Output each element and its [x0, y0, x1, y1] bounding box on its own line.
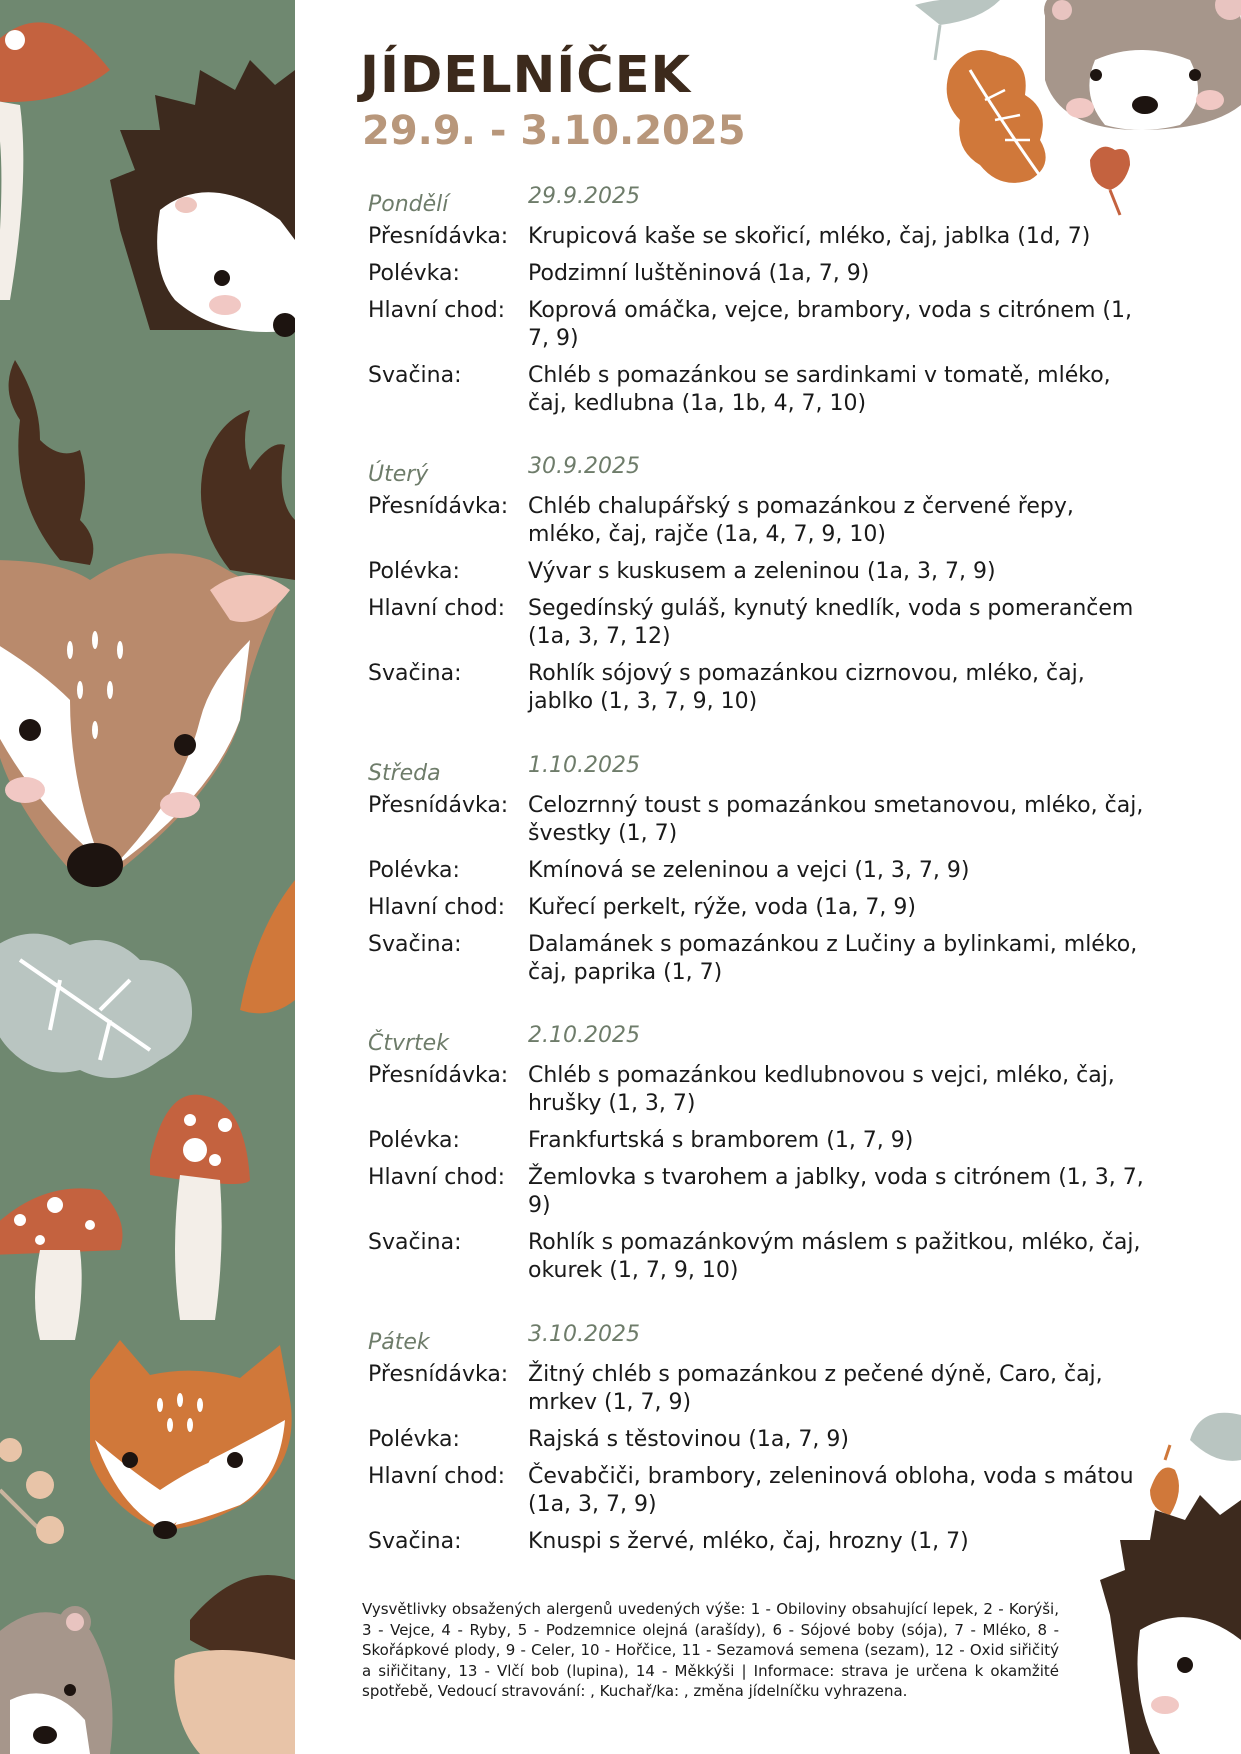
woodland-animals-illustration — [0, 0, 295, 1754]
meal-text: Chléb chalupářský s pomazánkou z červené řepy, mléko, čaj, rajče (1a, 4, 7, 9, 10) — [528, 494, 1074, 547]
meal-label: Hlavní chod: — [368, 895, 506, 920]
meal-label: Svačina: — [368, 1529, 462, 1554]
meal-row-main — [368, 894, 1168, 922]
meal-row-soup — [368, 1127, 1168, 1155]
hedgehog-icon — [110, 60, 295, 337]
meal-row-soup — [368, 857, 1168, 885]
meal-label: Polévka: — [368, 559, 460, 584]
toadstool-icon — [0, 1095, 250, 1340]
page-title: JÍDELNÍČEK — [360, 46, 692, 105]
fox-icon — [90, 1340, 292, 1539]
meal-label: Polévka: — [368, 858, 460, 883]
allergen-legend: Vysvětlivky obsažených alergenů uvedených výše: 1 - Obiloviny obsahující lepek, 2 - Korýši, 3 - Vejce, 4 - Ryby, 5 - Podzemnice olejná (arašídy), 6 - Sójové boby (sója), 7 - Mléko, 8 - Skořápkové plody, 9 - Celer, 10 - Hořčice, 11 - Sezamová semena (sezam), 12 - Oxid siřičitý a siřičitany, 13 - Vlčí bob (lupina), 14 - Měkkýši | Informace: strava je určena k okamžité spotřebě, Vedoucí stravování: , Kuchař/ka: , změna jídelníčku vyhrazena. — [362, 1600, 1059, 1700]
bear-icon — [0, 1606, 113, 1754]
meal-label: Svačina: — [368, 932, 462, 957]
meal-text: Rohlík sójový s pomazánkou cizrnovou, mléko, čaj, jablko (1, 3, 7, 9, 10) — [528, 661, 1085, 714]
leaf-icon — [240, 880, 295, 1013]
acorn-icon — [174, 1575, 295, 1754]
meal-row-soup — [368, 1426, 1168, 1454]
day-date: 30.9.2025 — [528, 454, 640, 479]
day-date: 2.10.2025 — [528, 1023, 640, 1048]
meal-label: Hlavní chod: — [368, 1464, 506, 1489]
day-name: Úterý — [368, 462, 429, 487]
day-block-thursday — [368, 1023, 1168, 1285]
date-range: 29.9. - 3.10.2025 — [362, 108, 746, 154]
leaf-icon — [1190, 1413, 1241, 1461]
meal-label: Hlavní chod: — [368, 1165, 506, 1190]
day-date: 3.10.2025 — [528, 1322, 640, 1347]
meal-text: Dalamánek s pomazánkou z Lučiny a bylinkami, mléko, čaj, paprika (1, 7) — [528, 932, 1138, 985]
mushroom-icon — [0, 22, 110, 300]
meal-text: Vývar s kuskusem a zeleninou (1a, 3, 7, 9) — [528, 559, 996, 584]
day-name: Středa — [368, 761, 441, 786]
meal-row-soup — [368, 558, 1168, 586]
meal-row-breakfast — [368, 223, 1168, 251]
day-name: Pondělí — [368, 192, 449, 217]
meal-text: Čevabčiči, brambory, zeleninová obloha, voda s mátou (1a, 3, 7, 9) — [528, 1464, 1134, 1517]
meal-row-breakfast — [368, 792, 1168, 848]
meal-row-breakfast — [368, 493, 1168, 549]
meal-text: Krupicová kaše se skořicí, mléko, čaj, jablka (1d, 7) — [528, 224, 1091, 249]
meal-label: Přesnídávka: — [368, 1063, 509, 1088]
meal-row-snack — [368, 1229, 1168, 1285]
meal-label: Svačina: — [368, 661, 462, 686]
meal-label: Svačina: — [368, 363, 462, 388]
meal-text: Kmínová se zeleninou a vejci (1, 3, 7, 9) — [528, 858, 970, 883]
meal-text: Žemlovka s tvarohem a jablky, voda s citrónem (1, 3, 7, 9) — [528, 1165, 1144, 1218]
meal-label: Hlavní chod: — [368, 596, 506, 621]
meal-row-snack — [368, 931, 1168, 987]
meal-row-breakfast — [368, 1062, 1168, 1118]
berries-icon — [0, 1438, 64, 1544]
meal-label: Polévka: — [368, 1128, 460, 1153]
meal-label: Přesnídávka: — [368, 1362, 509, 1387]
meal-row-snack — [368, 362, 1168, 418]
day-name: Pátek — [368, 1330, 430, 1355]
meal-row-soup — [368, 260, 1168, 288]
day-name: Čtvrtek — [368, 1031, 449, 1056]
meal-text: Rohlík s pomazánkovým máslem s pažitkou, mléko, čaj, okurek (1, 7, 9, 10) — [528, 1230, 1141, 1283]
meal-text: Žitný chléb s pomazánkou z pečené dýně, Caro, čaj, mrkev (1, 7, 9) — [528, 1362, 1103, 1415]
meal-text: Kuřecí perkelt, rýže, voda (1a, 7, 9) — [528, 895, 916, 920]
meal-row-snack — [368, 1528, 1168, 1556]
oak-leaf-icon — [947, 50, 1050, 190]
oak-leaf-icon — [0, 934, 192, 1078]
meal-label: Přesnídávka: — [368, 793, 509, 818]
meal-text: Koprová omáčka, vejce, brambory, voda s citrónem (1, 7, 9) — [528, 298, 1132, 351]
day-block-wednesday — [368, 753, 1168, 987]
meal-text: Segedínský guláš, kynutý knedlík, voda s pomerančem (1a, 3, 7, 12) — [528, 596, 1134, 649]
day-date: 29.9.2025 — [528, 184, 640, 209]
meal-text: Rajská s těstovinou (1a, 7, 9) — [528, 1427, 849, 1452]
meal-row-main — [368, 1463, 1168, 1519]
meal-label: Svačina: — [368, 1230, 462, 1255]
antler-icon — [9, 360, 295, 580]
meal-label: Hlavní chod: — [368, 298, 506, 323]
meal-text: Knuspi s žervé, mléko, čaj, hrozny (1, 7) — [528, 1529, 969, 1554]
meal-text: Podzimní luštěninová (1a, 7, 9) — [528, 261, 870, 286]
day-block-monday — [368, 184, 1168, 418]
meal-text: Chléb s pomazánkou se sardinkami v tomatě, mléko, čaj, kedlubna (1a, 1b, 4, 7, 10) — [528, 363, 1111, 416]
decorative-side-panel — [0, 0, 295, 1754]
meal-row-breakfast — [368, 1361, 1168, 1417]
day-date: 1.10.2025 — [528, 753, 640, 778]
meal-label: Přesnídávka: — [368, 494, 509, 519]
meal-label: Polévka: — [368, 1427, 460, 1452]
day-block-tuesday — [368, 454, 1168, 716]
bear-icon — [1044, 0, 1241, 130]
meal-label: Přesnídávka: — [368, 224, 509, 249]
meal-row-main — [368, 297, 1168, 353]
day-block-friday — [368, 1322, 1168, 1556]
deer-icon — [0, 553, 290, 887]
meal-text: Celozrnný toust s pomazánkou smetanovou, mléko, čaj, švestky (1, 7) — [528, 793, 1144, 846]
meal-text: Chléb s pomazánkou kedlubnovou s vejci, mléko, čaj, hrušky (1, 3, 7) — [528, 1063, 1115, 1116]
meal-row-snack — [368, 660, 1168, 716]
meal-text: Frankfurtská s bramborem (1, 7, 9) — [528, 1128, 914, 1153]
meal-label: Polévka: — [368, 261, 460, 286]
meal-row-main — [368, 1164, 1168, 1220]
meal-row-main — [368, 595, 1168, 651]
